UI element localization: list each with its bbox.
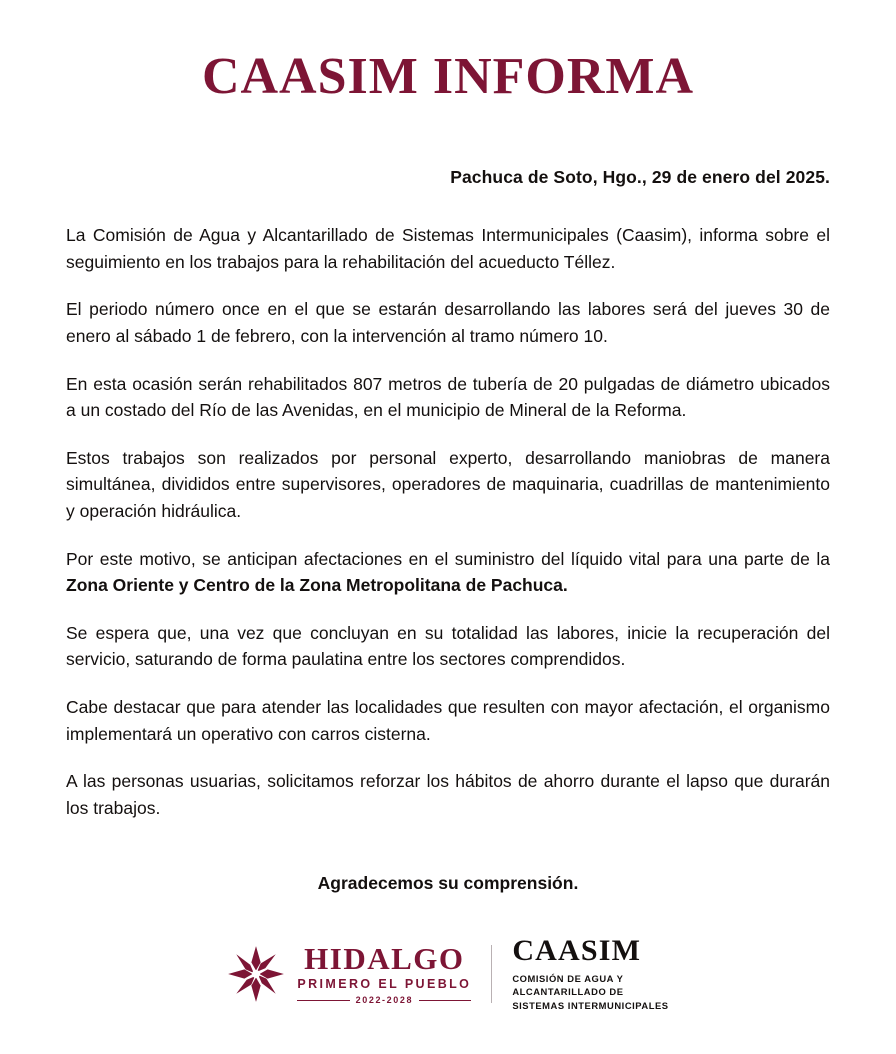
page-title: CAASIM INFORMA xyxy=(201,48,695,105)
caasim-name: CAASIM xyxy=(512,933,642,967)
hidalgo-name: HIDALGO xyxy=(304,941,465,977)
paragraph-4: Estos trabajos son realizados por personal experto, desarrollando maniobras de manera simultánea, divididos entre supervisores, operadores de maquinaria, cuadrillas de mantenimiento y operación hidráulica. xyxy=(66,447,830,521)
caasim-subtitle-line-2: ALCANTARILLADO DE xyxy=(512,986,624,998)
star-flower-icon xyxy=(227,945,285,1003)
paragraph-1: La Comisión de Agua y Alcantarillado de Sistemas Intermunicipales (Caasim), informa sobre el seguimiento en los trabajos para la rehabilitación del acueducto Téllez. xyxy=(66,225,830,272)
paragraph-5-lead: Por este motivo, se anticipan afectaciones en el suministro del líquido vital para una parte de la xyxy=(66,548,830,569)
caasim-subtitle-line-1: COMISIÓN DE AGUA Y xyxy=(512,972,624,984)
hidalgo-wordmark xyxy=(297,943,471,1005)
hidalgo-years-row xyxy=(297,996,471,1005)
caasim-subtitle xyxy=(512,972,668,1012)
caasim-logo xyxy=(512,933,669,1012)
body-copy xyxy=(66,222,830,821)
paragraph-5 xyxy=(66,546,830,599)
dateline: Pachuca de Soto, Hgo., 29 de enero del 2025. xyxy=(450,167,830,188)
footer-logos xyxy=(0,933,896,1012)
rule-right xyxy=(419,1000,471,1001)
caasim-subtitle-line-3: SISTEMAS INTERMUNICIPALES xyxy=(512,999,669,1011)
paragraph-2: El periodo número once en el que se estarán desarrollando las labores será del jueves 30 de enero al sábado 1 de febrero, con la intervención al tramo número 10. xyxy=(66,299,830,346)
paragraph-6: Se espera que, una vez que concluyan en su totalidad las labores, inicie la recuperación del servicio, saturando de forma paulatina entre los sectores comprendidos. xyxy=(66,622,830,670)
logo-divider xyxy=(491,945,492,1003)
paragraph-7: Cabe destacar que para atender las localidades que resulten con mayor afectación, el organismo implementará un operativo con carros cisterna. xyxy=(66,696,830,744)
paragraph-3: En esta ocasión serán rehabilitados 807 metros de tubería de 20 pulgadas de diámetro ubicados a un costado del Río de las Avenidas, en el municipio de Mineral de la Reforma. xyxy=(66,373,830,421)
document-page xyxy=(0,30,896,1054)
rule-left xyxy=(297,1000,349,1001)
paragraph-8: A las personas usuarias, solicitamos reforzar los hábitos de ahorro durante el lapso que durarán los trabajos. xyxy=(66,771,830,818)
hidalgo-tagline: PRIMERO EL PUEBLO xyxy=(297,977,472,992)
hidalgo-years: 2022-2028 xyxy=(355,994,414,1005)
hidalgo-logo xyxy=(227,943,471,1005)
closing-line: Agradecemos su comprensión. xyxy=(317,873,579,894)
paragraph-5-emphasis: Zona Oriente y Centro de la Zona Metropolitana de Pachuca. xyxy=(66,575,568,596)
